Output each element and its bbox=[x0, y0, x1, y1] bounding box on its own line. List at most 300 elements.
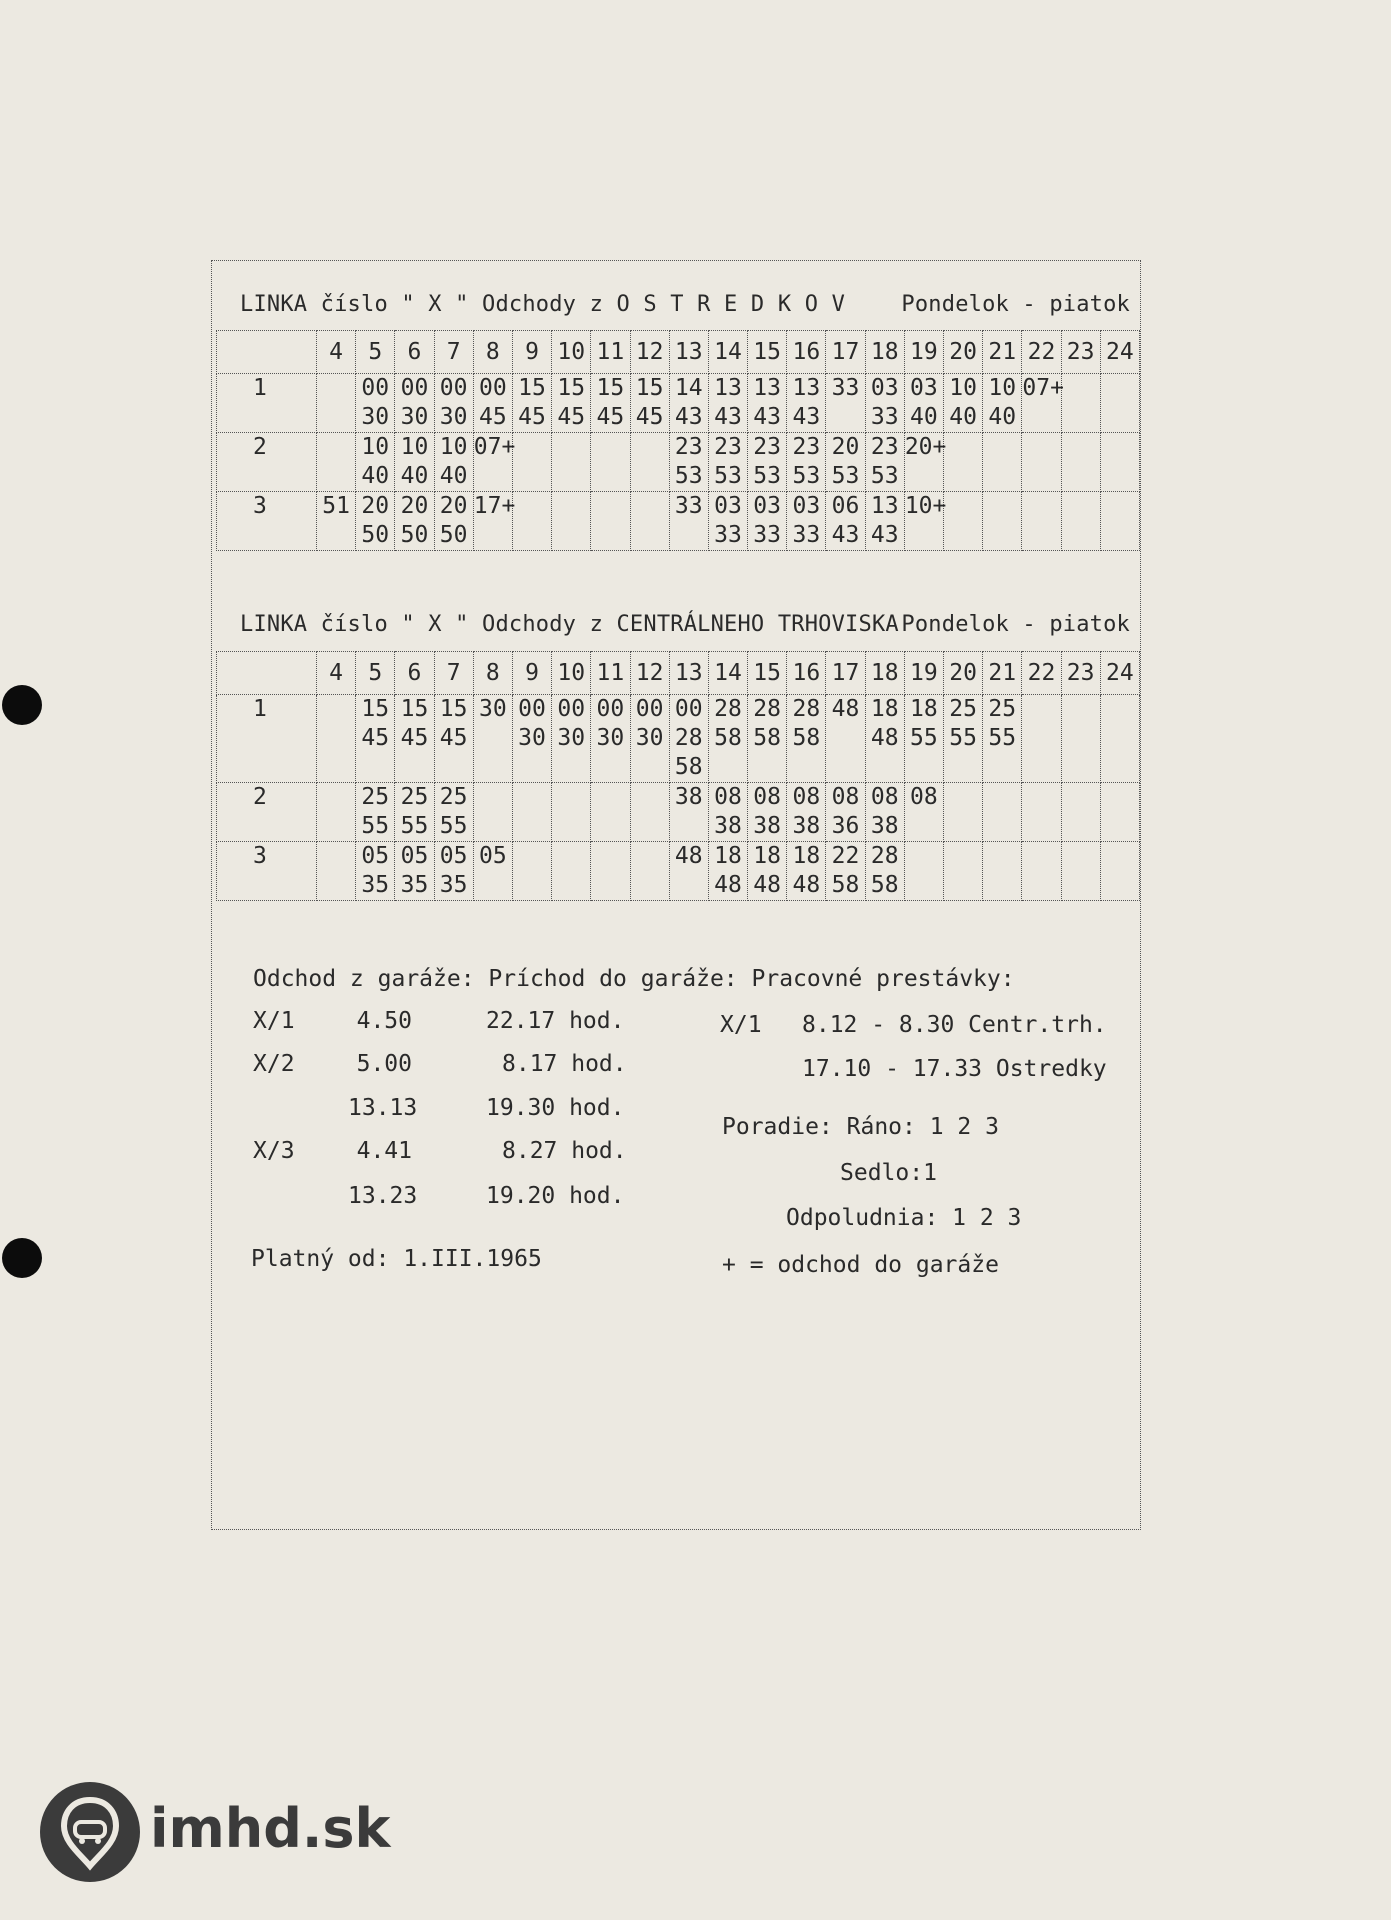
minute-cell bbox=[552, 695, 591, 783]
bus-number: 2 bbox=[217, 433, 317, 492]
minute-cell bbox=[708, 492, 747, 551]
departure-minute bbox=[591, 783, 629, 812]
minute-cell bbox=[434, 492, 473, 551]
departure-minute: 45 bbox=[596, 404, 625, 430]
departure-minute bbox=[1022, 433, 1060, 462]
departure-minute bbox=[1022, 812, 1060, 841]
minute-cell bbox=[708, 842, 747, 901]
hour-header: 6 bbox=[395, 331, 434, 374]
hour-header: 6 bbox=[395, 652, 434, 695]
minute-cell bbox=[395, 842, 434, 901]
minute-cell bbox=[904, 842, 943, 901]
hour-header: 24 bbox=[1100, 652, 1139, 695]
minute-cell bbox=[787, 695, 826, 783]
garage-arrival: 19.30 hod. bbox=[486, 1095, 625, 1121]
departure-minute bbox=[983, 842, 1021, 871]
departure-minute: 10+ bbox=[904, 493, 947, 519]
minute-cell bbox=[1061, 842, 1100, 901]
departure-minute bbox=[787, 753, 825, 782]
departure-minute: 18 bbox=[910, 696, 938, 722]
departure-minute: 08 bbox=[792, 784, 821, 810]
departure-minute: 38 bbox=[714, 813, 742, 839]
departure-minute bbox=[1062, 695, 1100, 724]
minute-cell bbox=[1061, 374, 1100, 433]
departure-minute bbox=[1022, 783, 1060, 812]
departure-minute: 10 bbox=[400, 434, 429, 460]
departure-minute: 55 bbox=[988, 725, 1017, 751]
departure-minute: 07+ bbox=[1022, 375, 1064, 401]
departure-minute bbox=[1101, 842, 1139, 871]
departure-minute bbox=[317, 724, 355, 753]
minute-cell bbox=[708, 433, 747, 492]
minute-cell bbox=[1100, 433, 1139, 492]
minute-cell bbox=[473, 492, 516, 551]
minute-cell bbox=[787, 842, 826, 901]
garage-departure: 13.13 bbox=[348, 1095, 418, 1121]
departure-minute: 35 bbox=[439, 872, 468, 898]
minute-cell bbox=[591, 783, 630, 842]
departure-minute bbox=[1101, 871, 1139, 900]
minute-cell bbox=[434, 783, 473, 842]
departure-minute bbox=[905, 753, 943, 782]
departure-minute bbox=[552, 783, 590, 812]
departure-minute bbox=[474, 462, 512, 491]
departure-minute: 48 bbox=[831, 696, 860, 722]
minute-cell bbox=[748, 433, 787, 492]
departure-minute: 45 bbox=[478, 404, 507, 430]
minute-cell bbox=[944, 374, 983, 433]
departure-minute: 13 bbox=[792, 375, 821, 401]
hour-header: 10 bbox=[552, 652, 591, 695]
hour-header: 8 bbox=[473, 331, 512, 374]
departure-minute bbox=[474, 753, 512, 782]
departure-minute bbox=[474, 871, 512, 900]
hour-header: 20 bbox=[944, 331, 983, 374]
minute-cell bbox=[865, 695, 904, 783]
punch-hole-bottom bbox=[2, 1238, 42, 1278]
timetable-heading-ostredky bbox=[240, 292, 1140, 317]
departure-minute: 40 bbox=[400, 463, 429, 489]
minute-cell bbox=[1022, 695, 1061, 783]
departure-minute: 00 bbox=[400, 375, 429, 401]
minute-cell bbox=[395, 695, 434, 783]
departure-minute: 40 bbox=[949, 404, 977, 430]
minute-cell bbox=[944, 695, 983, 783]
departure-minute bbox=[1022, 403, 1060, 432]
departure-minute: 03 bbox=[870, 375, 899, 401]
hour-header: 19 bbox=[904, 331, 943, 374]
departure-minute: 08 bbox=[714, 784, 742, 810]
departure-minute: 50 bbox=[400, 522, 429, 548]
minute-cell bbox=[1022, 492, 1061, 551]
bus-row bbox=[217, 374, 1140, 433]
hour-header: 12 bbox=[630, 652, 669, 695]
minute-cell bbox=[317, 374, 356, 433]
departure-minute: 15 bbox=[596, 375, 625, 401]
hour-header: 13 bbox=[669, 331, 708, 374]
departure-minute bbox=[905, 842, 943, 871]
garage-arrival: 19.20 hod. bbox=[486, 1183, 625, 1209]
departure-minute: 23 bbox=[870, 434, 899, 460]
minute-cell bbox=[395, 492, 434, 551]
minute-cell bbox=[669, 783, 708, 842]
minute-cell bbox=[944, 842, 983, 901]
departure-minute: 23 bbox=[792, 434, 821, 460]
departure-minute: 48 bbox=[674, 843, 703, 869]
departure-minute bbox=[866, 753, 904, 782]
departure-minute bbox=[591, 492, 629, 521]
minute-cell bbox=[1100, 374, 1139, 433]
departure-minute: 18 bbox=[714, 843, 742, 869]
departure-minute bbox=[474, 724, 512, 753]
minute-cell bbox=[630, 492, 669, 551]
departure-minute bbox=[983, 521, 1021, 550]
garage-arrival: 22.17 hod. bbox=[486, 1008, 625, 1034]
departure-minute bbox=[591, 871, 629, 900]
departure-minute: 33 bbox=[714, 522, 742, 548]
minute-cell bbox=[434, 695, 473, 783]
departure-minute: 23 bbox=[674, 434, 703, 460]
hour-header: 18 bbox=[865, 652, 904, 695]
hour-header: 18 bbox=[865, 331, 904, 374]
minute-cell bbox=[356, 492, 395, 551]
departure-minute: 00 bbox=[596, 696, 625, 722]
heading-days: Pondelok - piatok bbox=[901, 292, 1130, 317]
bus-row bbox=[217, 433, 1140, 492]
minute-cell bbox=[512, 433, 551, 492]
departure-minute bbox=[317, 462, 355, 491]
minute-cell bbox=[552, 783, 591, 842]
departure-minute bbox=[356, 753, 394, 782]
departure-minute bbox=[983, 783, 1021, 812]
departure-minute bbox=[317, 753, 355, 782]
corner-cell bbox=[217, 652, 317, 695]
departure-minute bbox=[905, 462, 943, 491]
garage-departure: 13.23 bbox=[348, 1183, 418, 1209]
departure-minute: 55 bbox=[361, 813, 390, 839]
departure-minute bbox=[1101, 521, 1139, 550]
departure-minute: 20 bbox=[831, 434, 860, 460]
departure-minute: 30 bbox=[518, 725, 546, 751]
departure-minute: 28 bbox=[792, 696, 821, 722]
minute-cell bbox=[591, 842, 630, 901]
departure-minute bbox=[317, 812, 355, 841]
departure-minute: 25 bbox=[361, 784, 390, 810]
minute-cell bbox=[983, 695, 1022, 783]
departure-minute: 35 bbox=[361, 872, 390, 898]
departure-minute bbox=[944, 433, 982, 462]
departure-minute: 43 bbox=[792, 404, 821, 430]
departure-minute: 53 bbox=[831, 463, 860, 489]
minute-cell bbox=[865, 783, 904, 842]
minute-cell bbox=[512, 492, 551, 551]
minute-cell bbox=[1022, 433, 1061, 492]
minute-cell bbox=[591, 492, 630, 551]
departure-minute: 13 bbox=[870, 493, 899, 519]
minute-cell bbox=[552, 842, 591, 901]
departure-minute bbox=[944, 812, 982, 841]
minute-cell bbox=[473, 433, 516, 492]
departure-minute bbox=[317, 374, 355, 403]
departure-minute bbox=[317, 695, 355, 724]
departure-minute: 14 bbox=[674, 375, 703, 401]
minute-cell bbox=[983, 783, 1022, 842]
hour-header: 17 bbox=[826, 652, 865, 695]
minute-cell bbox=[826, 783, 865, 842]
departure-minute: 48 bbox=[753, 872, 781, 898]
hour-header: 13 bbox=[669, 652, 708, 695]
minute-cell bbox=[512, 374, 551, 433]
departure-minute bbox=[1022, 871, 1060, 900]
heading-title: LINKA číslo " X " Odchody z bbox=[240, 612, 604, 637]
hour-header: 15 bbox=[748, 652, 787, 695]
minute-cell bbox=[1061, 433, 1100, 492]
bus-row bbox=[217, 492, 1140, 551]
departure-minute bbox=[670, 812, 708, 841]
hour-header: 7 bbox=[434, 652, 473, 695]
departure-minute bbox=[944, 783, 982, 812]
bus-row bbox=[217, 842, 1140, 901]
hour-header: 15 bbox=[748, 331, 787, 374]
bus-number: 1 bbox=[217, 374, 317, 433]
departure-minute: 45 bbox=[439, 725, 468, 751]
garage-arrival: 8.27 hod. bbox=[502, 1138, 627, 1164]
minute-cell bbox=[826, 374, 865, 433]
hour-header: 8 bbox=[473, 652, 512, 695]
departure-minute bbox=[1101, 492, 1139, 521]
minute-cell bbox=[434, 374, 473, 433]
minute-cell bbox=[317, 842, 356, 901]
departure-minute: 23 bbox=[753, 434, 781, 460]
hour-header-row bbox=[217, 652, 1140, 695]
hour-header: 14 bbox=[708, 331, 747, 374]
departure-minute bbox=[591, 842, 629, 871]
departure-minute: 53 bbox=[753, 463, 781, 489]
minute-cell bbox=[1061, 492, 1100, 551]
minute-cell bbox=[512, 783, 551, 842]
departure-minute bbox=[631, 842, 669, 871]
minute-cell bbox=[904, 492, 947, 551]
departure-minute: 38 bbox=[792, 813, 821, 839]
minute-cell bbox=[317, 783, 356, 842]
order-morning: Poradie: Ráno: 1 2 3 bbox=[722, 1114, 999, 1140]
departure-minute bbox=[670, 871, 708, 900]
hour-header: 9 bbox=[512, 331, 551, 374]
departure-minute bbox=[317, 433, 355, 462]
heading-stop: CENTRÁLNEHO TRHOVISKA bbox=[616, 612, 899, 637]
hour-header: 22 bbox=[1022, 331, 1061, 374]
departure-minute bbox=[591, 812, 629, 841]
departure-minute: 53 bbox=[674, 463, 703, 489]
departure-minute bbox=[1022, 695, 1060, 724]
departure-minute: 20+ bbox=[904, 434, 947, 460]
departure-minute: 05 bbox=[478, 843, 507, 869]
minute-cell bbox=[630, 842, 669, 901]
departure-minute bbox=[826, 403, 864, 432]
departure-minute bbox=[983, 492, 1021, 521]
departure-minute bbox=[983, 812, 1021, 841]
garage-bus: X/1 bbox=[253, 1008, 295, 1034]
garage-header: Odchod z garáže: Príchod do garáže: Pracovné prestávky: bbox=[253, 966, 1015, 992]
departure-minute bbox=[1022, 753, 1060, 782]
departure-minute bbox=[1101, 462, 1139, 491]
minute-cell bbox=[748, 783, 787, 842]
minute-cell bbox=[944, 433, 983, 492]
minute-cell bbox=[1100, 783, 1139, 842]
departure-minute bbox=[1101, 724, 1139, 753]
minute-cell bbox=[865, 842, 904, 901]
departure-minute: 58 bbox=[792, 725, 821, 751]
departure-minute: 45 bbox=[557, 404, 586, 430]
minute-cell bbox=[434, 433, 473, 492]
departure-minute bbox=[317, 871, 355, 900]
minute-cell bbox=[787, 374, 826, 433]
minute-cell bbox=[591, 374, 630, 433]
departure-minute: 55 bbox=[439, 813, 468, 839]
departure-minute bbox=[1062, 403, 1100, 432]
minute-cell bbox=[512, 842, 551, 901]
minute-cell bbox=[356, 433, 395, 492]
departure-minute: 15 bbox=[635, 375, 664, 401]
minute-cell bbox=[748, 695, 787, 783]
bus-row bbox=[217, 783, 1140, 842]
departure-minute: 33 bbox=[792, 522, 821, 548]
departure-minute: 38 bbox=[674, 784, 703, 810]
departure-minute bbox=[983, 433, 1021, 462]
minute-cell bbox=[473, 842, 512, 901]
minute-cell bbox=[983, 374, 1022, 433]
departure-minute: 03 bbox=[753, 493, 781, 519]
minute-cell bbox=[356, 842, 395, 901]
departure-minute bbox=[1022, 521, 1060, 550]
departure-minute: 05 bbox=[439, 843, 468, 869]
departure-minute bbox=[631, 462, 669, 491]
departure-minute bbox=[983, 753, 1021, 782]
departure-minute bbox=[1022, 462, 1060, 491]
departure-minute: 55 bbox=[400, 813, 429, 839]
departure-minute: 25 bbox=[949, 696, 977, 722]
order-afternoon: Odpoludnia: 1 2 3 bbox=[786, 1205, 1022, 1231]
departure-minute: 03 bbox=[714, 493, 742, 519]
minute-cell bbox=[591, 433, 630, 492]
timetable-heading-trhovisko bbox=[240, 612, 1140, 637]
minute-cell bbox=[630, 783, 669, 842]
minute-cell bbox=[1022, 842, 1061, 901]
departure-minute: 45 bbox=[400, 725, 429, 751]
departure-minute bbox=[1022, 724, 1060, 753]
departure-minute: 05 bbox=[400, 843, 429, 869]
departure-minute: 15 bbox=[557, 375, 586, 401]
minute-cell bbox=[630, 374, 669, 433]
heading-days: Pondelok - piatok bbox=[901, 612, 1130, 637]
departure-minute: 28 bbox=[714, 696, 742, 722]
minute-cell bbox=[708, 695, 747, 783]
departure-minute: 08 bbox=[753, 784, 781, 810]
minute-cell bbox=[787, 783, 826, 842]
departure-minute bbox=[1062, 492, 1100, 521]
bus-number: 2 bbox=[217, 783, 317, 842]
bus-row bbox=[217, 695, 1140, 783]
hour-header: 14 bbox=[708, 652, 747, 695]
departure-minute bbox=[826, 753, 864, 782]
hour-header: 21 bbox=[983, 652, 1022, 695]
departure-minute: 15 bbox=[400, 696, 429, 722]
departure-minute bbox=[905, 521, 943, 550]
departure-minute: 07+ bbox=[473, 434, 516, 460]
minute-cell bbox=[944, 492, 983, 551]
departure-minute: 00 bbox=[478, 375, 507, 401]
departure-minute bbox=[513, 492, 551, 521]
departure-minute: 03 bbox=[910, 375, 938, 401]
departure-minute bbox=[631, 492, 669, 521]
departure-minute: 30 bbox=[478, 696, 507, 722]
hour-header: 19 bbox=[904, 652, 943, 695]
minute-cell bbox=[669, 374, 708, 433]
departure-minute: 40 bbox=[988, 404, 1017, 430]
departure-minute: 00 bbox=[635, 696, 664, 722]
departure-minute: 53 bbox=[714, 463, 742, 489]
departure-minute: 58 bbox=[674, 754, 703, 780]
departure-minute: 53 bbox=[792, 463, 821, 489]
departure-minute bbox=[631, 521, 669, 550]
minute-cell bbox=[944, 783, 983, 842]
departure-minute: 45 bbox=[361, 725, 390, 751]
departure-minute bbox=[944, 871, 982, 900]
bus-number: 3 bbox=[217, 492, 317, 551]
brand-logo bbox=[40, 1782, 140, 1882]
departure-minute bbox=[317, 521, 355, 550]
departure-minute: 18 bbox=[870, 696, 899, 722]
minute-cell bbox=[826, 433, 865, 492]
departure-minute bbox=[1022, 492, 1060, 521]
legend: + = odchod do garáže bbox=[722, 1252, 999, 1278]
departure-minute bbox=[513, 783, 551, 812]
minute-cell bbox=[983, 842, 1022, 901]
minute-cell bbox=[473, 783, 512, 842]
garage-departure: 5.00 bbox=[356, 1051, 412, 1077]
departure-minute: 53 bbox=[870, 463, 899, 489]
minute-cell bbox=[865, 492, 904, 551]
departure-minute: 45 bbox=[635, 404, 664, 430]
departure-minute: 25 bbox=[988, 696, 1017, 722]
departure-minute: 00 bbox=[518, 696, 546, 722]
break-label: X/1 bbox=[720, 1012, 762, 1038]
valid-from: Platný od: 1.III.1965 bbox=[251, 1246, 542, 1272]
departure-minute: 10 bbox=[949, 375, 977, 401]
departure-minute: 28 bbox=[674, 725, 703, 751]
departure-minute bbox=[631, 812, 669, 841]
departure-minute: 00 bbox=[439, 375, 468, 401]
hour-header: 21 bbox=[983, 331, 1022, 374]
departure-minute bbox=[317, 842, 355, 871]
departure-minute bbox=[1101, 433, 1139, 462]
departure-minute bbox=[905, 871, 943, 900]
departure-minute: 20 bbox=[439, 493, 468, 519]
hour-header: 24 bbox=[1100, 331, 1139, 374]
hour-header: 5 bbox=[356, 331, 395, 374]
departure-minute bbox=[944, 753, 982, 782]
departure-minute bbox=[591, 433, 629, 462]
minute-cell bbox=[356, 374, 395, 433]
departure-minute: 28 bbox=[753, 696, 781, 722]
departure-minute bbox=[552, 462, 590, 491]
brand-name: imhd.sk bbox=[150, 1797, 391, 1860]
departure-minute: 10 bbox=[988, 375, 1017, 401]
departure-minute bbox=[1101, 374, 1139, 403]
departure-minute: 06 bbox=[831, 493, 860, 519]
departure-minute bbox=[513, 521, 551, 550]
timetable-ostredky bbox=[216, 330, 1140, 551]
